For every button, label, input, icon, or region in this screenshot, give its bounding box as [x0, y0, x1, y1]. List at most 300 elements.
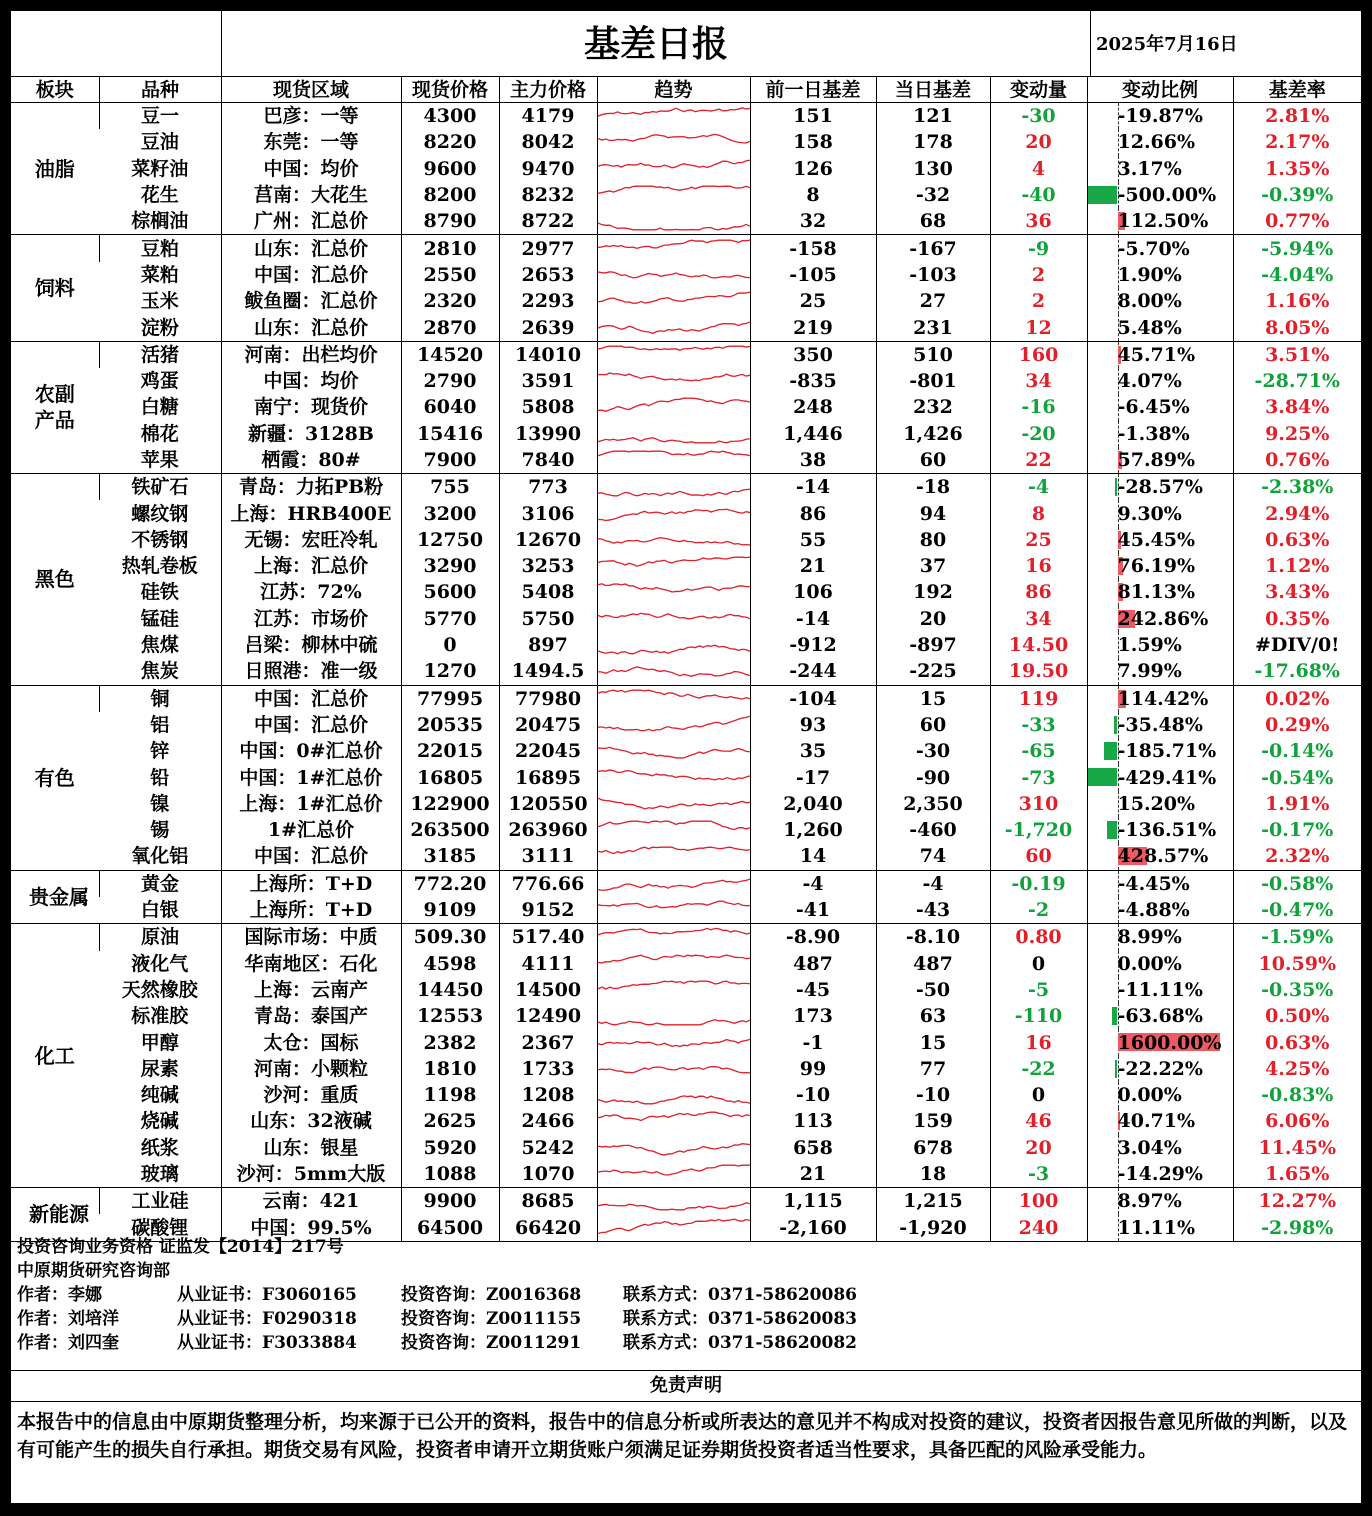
- spot-region: 栖霞：80#: [221, 447, 401, 474]
- spot-region: 上海所：T+D: [221, 897, 401, 924]
- table-row: [11, 527, 1361, 553]
- basis-rate: 2.81%: [1233, 103, 1361, 130]
- col-header-ratio: 变动比例: [1087, 77, 1233, 103]
- basis-rate: 0.77%: [1233, 208, 1361, 235]
- prev-basis: -158: [750, 235, 876, 262]
- spot-region: 南宁：现货价: [221, 394, 401, 420]
- basis-change: -3: [990, 1161, 1087, 1188]
- item-name: 锡: [150, 819, 170, 842]
- prev-basis: 38: [750, 447, 876, 474]
- basis-change: -5: [990, 977, 1087, 1003]
- basis-rate: -1.59%: [1233, 924, 1361, 951]
- spot-region: 沙河：5mm大版: [221, 1161, 401, 1188]
- change-ratio: [1087, 394, 1233, 420]
- table-row: [11, 553, 1361, 579]
- spot-region: 江苏：72%: [221, 579, 401, 605]
- spot-region: 中国：均价: [221, 156, 401, 182]
- change-ratio: [1087, 368, 1233, 394]
- basis-change: 25: [990, 527, 1087, 553]
- ratio-value: -35.48%: [1117, 713, 1203, 736]
- prev-basis: -17: [750, 764, 876, 790]
- trend-sparkline: [597, 1003, 750, 1029]
- table-row: [11, 685, 1361, 712]
- col-header-rate: 基差率: [1233, 77, 1361, 103]
- ratio-value: -19.87%: [1117, 105, 1203, 128]
- trend-sparkline: [597, 1188, 750, 1215]
- prev-basis: 1,260: [750, 817, 876, 843]
- main-price: 517.40: [499, 924, 597, 951]
- curr-basis: 63: [876, 1003, 990, 1029]
- report-date: 2025年7月16日: [1096, 34, 1238, 55]
- basis-rate: -17.68%: [1233, 658, 1361, 685]
- trend-sparkline: [597, 182, 750, 208]
- main-price: 8232: [499, 182, 597, 208]
- disclaimer-title: 免责声明: [11, 1371, 1361, 1402]
- main-price: 13990: [499, 421, 597, 447]
- ratio-value: -14.29%: [1117, 1163, 1203, 1186]
- ratio-value: 5.48%: [1117, 316, 1182, 339]
- spot-price: 7900: [401, 447, 499, 474]
- basis-change: 16: [990, 1029, 1087, 1055]
- trend-sparkline: [597, 658, 750, 685]
- ratio-value: 3.04%: [1117, 1136, 1182, 1159]
- spot-price: 755: [401, 474, 499, 501]
- spot-region: 上海：汇总价: [221, 553, 401, 579]
- trend-sparkline: [597, 262, 750, 288]
- trend-sparkline: [597, 474, 750, 501]
- table-header-row: [11, 77, 1361, 103]
- trend-sparkline: [597, 394, 750, 420]
- curr-basis: -32: [876, 182, 990, 208]
- prev-basis: -912: [750, 632, 876, 658]
- change-ratio: [1087, 658, 1233, 685]
- trend-sparkline: [597, 527, 750, 553]
- basis-change: 19.50: [990, 658, 1087, 685]
- curr-basis: 510: [876, 341, 990, 368]
- item-name: 棉花: [140, 422, 179, 445]
- spot-price: 2320: [401, 288, 499, 314]
- ratio-value: 428.57%: [1117, 845, 1209, 868]
- table-row: [11, 791, 1361, 817]
- spot-price: 14520: [401, 341, 499, 368]
- ratio-value: 1.90%: [1117, 263, 1182, 286]
- change-ratio: [1087, 1082, 1233, 1108]
- basis-table: [11, 77, 1361, 1242]
- basis-change: -65: [990, 738, 1087, 764]
- spot-price: 1088: [401, 1161, 499, 1188]
- sector-label: 贵金属: [11, 870, 99, 924]
- item-name: 鸡蛋: [140, 370, 179, 393]
- basis-change: -1,720: [990, 817, 1087, 843]
- basis-change: -20: [990, 421, 1087, 447]
- prev-basis: 1,446: [750, 421, 876, 447]
- trend-sparkline: [597, 103, 750, 130]
- basis-change: -73: [990, 764, 1087, 790]
- basis-rate: 0.02%: [1233, 685, 1361, 712]
- spot-region: 日照港：准一级: [221, 658, 401, 685]
- item-name: 纸浆: [140, 1136, 179, 1159]
- table-row: [11, 314, 1361, 341]
- spot-price: 9900: [401, 1188, 499, 1215]
- basis-change: 0.80: [990, 924, 1087, 951]
- table-row: [11, 129, 1361, 155]
- basis-change: -40: [990, 182, 1087, 208]
- spot-region: 上海：1#汇总价: [221, 791, 401, 817]
- prev-basis: -14: [750, 474, 876, 501]
- author-info: [11, 1233, 1361, 1371]
- basis-change: 0: [990, 951, 1087, 977]
- spot-price: 5770: [401, 606, 499, 632]
- ratio-value: -6.45%: [1117, 396, 1190, 419]
- item-name: 活猪: [99, 341, 221, 368]
- basis-rate: 11.45%: [1233, 1135, 1361, 1161]
- ratio-value: 12.66%: [1117, 131, 1196, 154]
- trend-sparkline: [597, 977, 750, 1003]
- table-row: [11, 843, 1361, 870]
- item-name: 螺纹钢: [131, 502, 189, 525]
- curr-basis: 232: [876, 394, 990, 420]
- table-row: [11, 156, 1361, 182]
- org-line: 中原期货研究咨询部: [17, 1261, 170, 1281]
- basis-rate: 2.17%: [1233, 129, 1361, 155]
- trend-sparkline: [597, 1161, 750, 1188]
- table-row: [11, 632, 1361, 658]
- change-ratio: [1087, 1188, 1233, 1215]
- change-ratio: [1087, 447, 1233, 474]
- change-ratio: [1087, 632, 1233, 658]
- spot-price: 15416: [401, 421, 499, 447]
- ratio-value: -1.38%: [1117, 422, 1190, 445]
- spot-region: 山东：32液碱: [221, 1108, 401, 1134]
- change-ratio: [1087, 1135, 1233, 1161]
- basis-rate: 1.16%: [1233, 288, 1361, 314]
- spot-region: 青岛：力拓PB粉: [221, 474, 401, 501]
- item-name: 标准胶: [131, 1005, 189, 1028]
- change-ratio: [1087, 1161, 1233, 1188]
- curr-basis: 192: [876, 579, 990, 605]
- main-price: 1070: [499, 1161, 597, 1188]
- basis-change: -22: [990, 1056, 1087, 1082]
- item-name: 铜: [99, 685, 221, 712]
- ratio-value: 9.30%: [1117, 502, 1182, 525]
- basis-rate: 0.35%: [1233, 606, 1361, 632]
- author-name: 作者：刘四奎: [17, 1333, 119, 1353]
- spot-region: 山东：银星: [221, 1135, 401, 1161]
- main-price: 22045: [499, 738, 597, 764]
- spot-price: 12553: [401, 1003, 499, 1029]
- main-price: 20475: [499, 712, 597, 738]
- trend-sparkline: [597, 579, 750, 605]
- spot-price: 122900: [401, 791, 499, 817]
- table-row: [11, 817, 1361, 843]
- curr-basis: -460: [876, 817, 990, 843]
- curr-basis: -801: [876, 368, 990, 394]
- main-price: 2653: [499, 262, 597, 288]
- ratio-value: 7.99%: [1117, 660, 1182, 683]
- change-ratio: [1087, 791, 1233, 817]
- basis-change: 14.50: [990, 632, 1087, 658]
- author-consult: 投资咨询：Z0016368: [401, 1285, 582, 1305]
- report-title: 基差日报: [222, 11, 1091, 76]
- spot-price: 2870: [401, 314, 499, 341]
- curr-basis: 60: [876, 447, 990, 474]
- curr-basis: 121: [876, 103, 990, 130]
- change-ratio: [1087, 314, 1233, 341]
- curr-basis: 159: [876, 1108, 990, 1134]
- basis-change: 119: [990, 685, 1087, 712]
- spot-region: 东莞：一等: [221, 129, 401, 155]
- spot-price: 9109: [401, 897, 499, 924]
- change-ratio: [1087, 738, 1233, 764]
- basis-change: 12: [990, 314, 1087, 341]
- item-name: 锰硅: [140, 607, 179, 630]
- prev-basis: 93: [750, 712, 876, 738]
- basis-change: 60: [990, 843, 1087, 870]
- change-ratio: [1087, 103, 1233, 130]
- curr-basis: 678: [876, 1135, 990, 1161]
- spot-price: 772.20: [401, 870, 499, 897]
- table-row: [11, 288, 1361, 314]
- change-ratio: [1087, 527, 1233, 553]
- change-ratio: [1087, 764, 1233, 790]
- item-name: 硅铁: [140, 581, 179, 604]
- col-header-trend: 趋势: [597, 77, 750, 103]
- main-price: 3591: [499, 368, 597, 394]
- sector-label: 农副产品: [11, 341, 99, 473]
- author-cert: 从业证书：F3033884: [177, 1333, 357, 1353]
- basis-rate: -0.17%: [1233, 817, 1361, 843]
- spot-price: 20535: [401, 712, 499, 738]
- ratio-value: 0.00%: [1117, 1084, 1182, 1107]
- ratio-value: 40.71%: [1117, 1110, 1196, 1133]
- curr-basis: 1,215: [876, 1188, 990, 1215]
- trend-sparkline: [597, 129, 750, 155]
- main-price: 3253: [499, 553, 597, 579]
- table-row: [11, 447, 1361, 474]
- prev-basis: -10: [750, 1082, 876, 1108]
- change-ratio: [1087, 1108, 1233, 1134]
- spot-price: 8220: [401, 129, 499, 155]
- item-name: 工业硅: [99, 1188, 221, 1215]
- trend-sparkline: [597, 712, 750, 738]
- item-name: 焦煤: [140, 634, 179, 657]
- basis-change: 4: [990, 156, 1087, 182]
- ratio-value: 3.17%: [1117, 157, 1182, 180]
- trend-sparkline: [597, 208, 750, 235]
- ratio-value: 1.59%: [1117, 634, 1182, 657]
- main-price: 2466: [499, 1108, 597, 1134]
- trend-sparkline: [597, 951, 750, 977]
- license-line: 投资咨询业务资格 证监发【2014】217号: [17, 1237, 344, 1257]
- spot-price: 2810: [401, 235, 499, 262]
- author-contact: 联系方式：0371-58620083: [623, 1309, 857, 1329]
- main-price: 5408: [499, 579, 597, 605]
- prev-basis: -104: [750, 685, 876, 712]
- curr-basis: -30: [876, 738, 990, 764]
- curr-basis: 231: [876, 314, 990, 341]
- trend-sparkline: [597, 447, 750, 474]
- curr-basis: 74: [876, 843, 990, 870]
- change-ratio: [1087, 1003, 1233, 1029]
- table-row: [11, 474, 1361, 501]
- curr-basis: -10: [876, 1082, 990, 1108]
- item-name: 玻璃: [99, 1161, 221, 1188]
- prev-basis: 106: [750, 579, 876, 605]
- main-price: 1208: [499, 1082, 597, 1108]
- basis-rate: -4.04%: [1233, 262, 1361, 288]
- basis-change: -2: [990, 897, 1087, 924]
- trend-sparkline: [597, 368, 750, 394]
- curr-basis: -4: [876, 870, 990, 897]
- spot-region: 鲅鱼圈：汇总价: [221, 288, 401, 314]
- basis-change: 22: [990, 447, 1087, 474]
- spot-region: 山东：汇总价: [221, 235, 401, 262]
- table-row: [11, 182, 1361, 208]
- basis-rate: 8.05%: [1233, 314, 1361, 341]
- spot-region: 青岛：泰国产: [221, 1003, 401, 1029]
- spot-region: 广州：汇总价: [221, 208, 401, 235]
- curr-basis: 77: [876, 1056, 990, 1082]
- spot-region: 中国：均价: [221, 368, 401, 394]
- curr-basis: 15: [876, 685, 990, 712]
- basis-rate: -0.83%: [1233, 1082, 1361, 1108]
- main-price: 5750: [499, 606, 597, 632]
- basis-change: 20: [990, 129, 1087, 155]
- basis-rate: 9.25%: [1233, 421, 1361, 447]
- spot-region: 沙河：重质: [221, 1082, 401, 1108]
- prev-basis: -105: [750, 262, 876, 288]
- basis-rate: 0.29%: [1233, 712, 1361, 738]
- change-ratio: [1087, 156, 1233, 182]
- basis-rate: 1.35%: [1233, 156, 1361, 182]
- col-header-spot: 现货价格: [401, 77, 499, 103]
- main-price: 8042: [499, 129, 597, 155]
- trend-sparkline: [597, 341, 750, 368]
- trend-sparkline: [597, 843, 750, 870]
- curr-basis: 20: [876, 606, 990, 632]
- item-name: 铁矿石: [99, 474, 221, 501]
- basis-rate: 6.06%: [1233, 1108, 1361, 1134]
- spot-region: 上海：云南产: [221, 977, 401, 1003]
- basis-rate: -0.39%: [1233, 182, 1361, 208]
- spot-price: 6040: [401, 394, 499, 420]
- item-name: 白糖: [140, 396, 179, 419]
- curr-basis: 37: [876, 553, 990, 579]
- basis-change: 46: [990, 1108, 1087, 1134]
- basis-rate: -0.47%: [1233, 897, 1361, 924]
- basis-change: -110: [990, 1003, 1087, 1029]
- ratio-bar: [1104, 742, 1117, 760]
- spot-region: 新疆：3128B: [221, 421, 401, 447]
- main-price: 776.66: [499, 870, 597, 897]
- basis-rate: 3.43%: [1233, 579, 1361, 605]
- item-name: 豆粕: [99, 235, 221, 262]
- item-name: 氧化铝: [99, 843, 221, 870]
- spot-price: 3290: [401, 553, 499, 579]
- table-row: [11, 1003, 1361, 1029]
- sector-label: 有色: [11, 685, 99, 870]
- change-ratio: [1087, 685, 1233, 712]
- spot-region: 中国：99.5%: [221, 1214, 401, 1241]
- prev-basis: 2,040: [750, 791, 876, 817]
- prev-basis: 21: [750, 1161, 876, 1188]
- trend-sparkline: [597, 791, 750, 817]
- spot-price: 3185: [401, 843, 499, 870]
- spot-region: 中国：汇总价: [221, 843, 401, 870]
- item-name: 黄金: [99, 870, 221, 897]
- basis-rate: 2.94%: [1233, 500, 1361, 526]
- ratio-value: -11.11%: [1117, 978, 1203, 1001]
- spot-price: 5920: [401, 1135, 499, 1161]
- basis-rate: 12.27%: [1233, 1188, 1361, 1215]
- prev-basis: -41: [750, 897, 876, 924]
- item-name: 菜粕: [140, 263, 179, 286]
- basis-change: -30: [990, 103, 1087, 130]
- change-ratio: [1087, 606, 1233, 632]
- prev-basis: -244: [750, 658, 876, 685]
- spot-price: 2790: [401, 368, 499, 394]
- ratio-value: 112.50%: [1117, 210, 1209, 233]
- report-header: [11, 11, 1361, 77]
- spot-price: 2625: [401, 1108, 499, 1134]
- table-row: [11, 235, 1361, 262]
- curr-basis: 130: [876, 156, 990, 182]
- table-row: [11, 924, 1361, 951]
- spot-price: 22015: [401, 738, 499, 764]
- prev-basis: 1,115: [750, 1188, 876, 1215]
- prev-basis: 219: [750, 314, 876, 341]
- ratio-bar: [1087, 768, 1117, 786]
- ratio-value: 0.00%: [1117, 952, 1182, 975]
- change-ratio: [1087, 977, 1233, 1003]
- table-row: [11, 738, 1361, 764]
- basis-change: 16: [990, 553, 1087, 579]
- ratio-value: 57.89%: [1117, 449, 1196, 471]
- trend-sparkline: [597, 1135, 750, 1161]
- ratio-value: 45.71%: [1117, 343, 1196, 366]
- table-row: [11, 712, 1361, 738]
- col-header-main: 主力价格: [499, 77, 597, 103]
- item-name: 碳酸锂: [99, 1214, 221, 1241]
- basis-rate: -2.38%: [1233, 474, 1361, 501]
- main-price: 3111: [499, 843, 597, 870]
- basis-change: -4: [990, 474, 1087, 501]
- basis-rate: -0.35%: [1233, 977, 1361, 1003]
- author-consult: 投资咨询：Z0011155: [401, 1309, 582, 1329]
- table-row: [11, 394, 1361, 420]
- trend-sparkline: [597, 764, 750, 790]
- basis-change: 34: [990, 368, 1087, 394]
- basis-change: 8: [990, 500, 1087, 526]
- spot-price: 1270: [401, 658, 499, 685]
- curr-basis: 15: [876, 1029, 990, 1055]
- basis-rate: -0.14%: [1233, 738, 1361, 764]
- curr-basis: -50: [876, 977, 990, 1003]
- item-name: 尿素: [140, 1057, 179, 1080]
- main-price: 897: [499, 632, 597, 658]
- spot-region: 中国：汇总价: [221, 685, 401, 712]
- table-row: [11, 421, 1361, 447]
- ratio-value: 81.13%: [1117, 581, 1196, 604]
- curr-basis: 68: [876, 208, 990, 235]
- item-name: 苹果: [99, 447, 221, 474]
- curr-basis: 18: [876, 1161, 990, 1188]
- main-price: 9470: [499, 156, 597, 182]
- author-consult: 投资咨询：Z0011291: [401, 1333, 582, 1353]
- change-ratio: [1087, 421, 1233, 447]
- spot-region: 江苏：市场价: [221, 606, 401, 632]
- author-cert: 从业证书：F3060165: [177, 1285, 357, 1305]
